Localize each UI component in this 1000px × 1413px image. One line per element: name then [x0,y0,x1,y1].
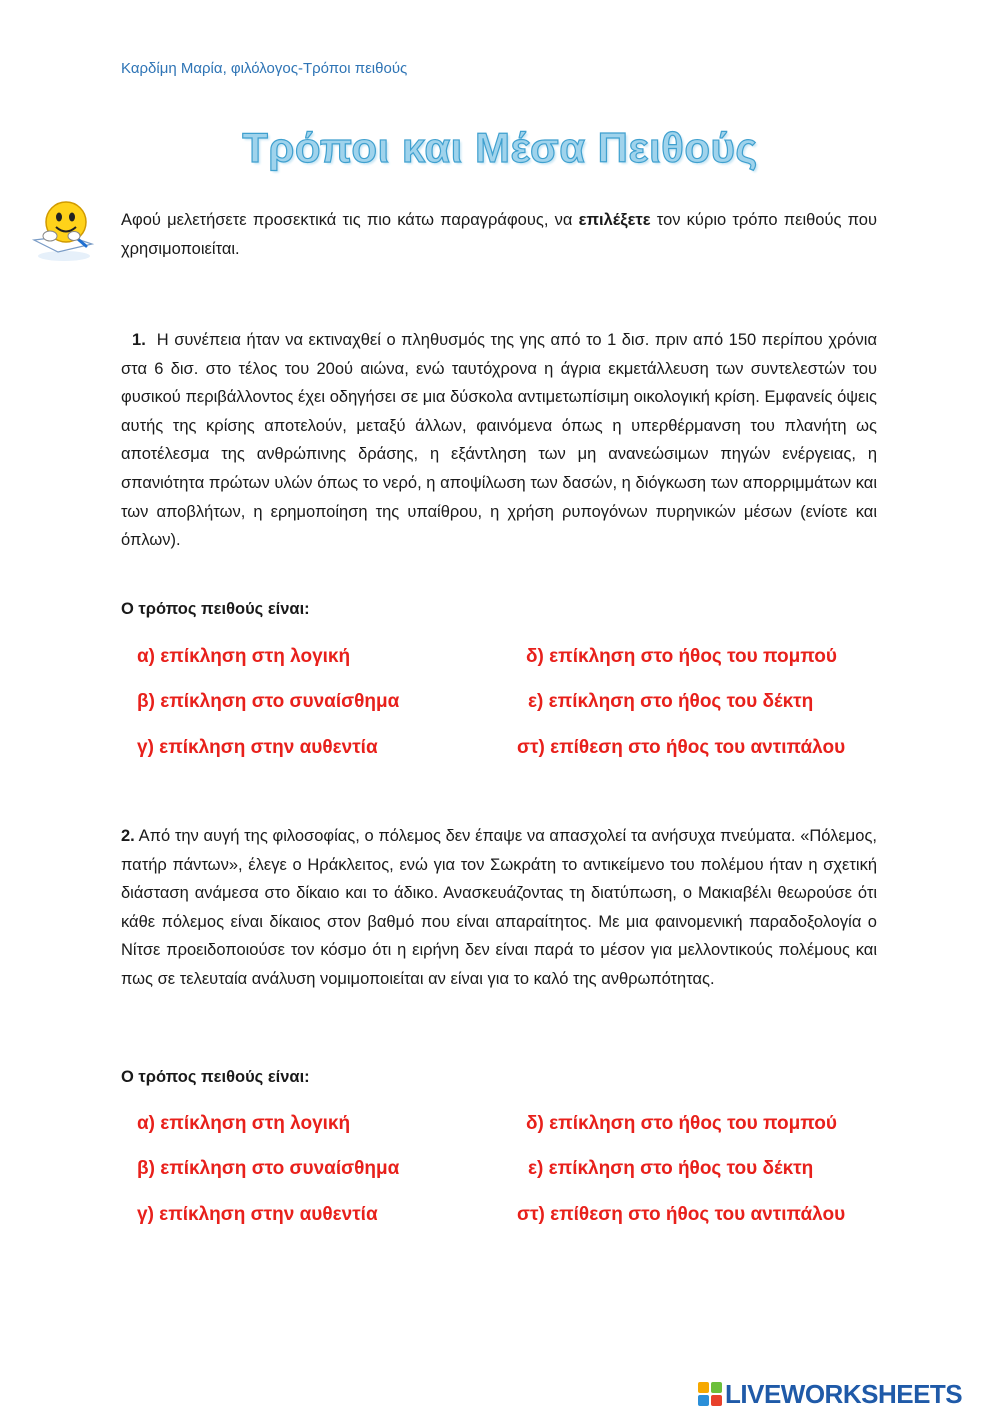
question-2-option-e[interactable]: ε) επίκληση στο ήθος του δέκτη [528,1158,814,1179]
question-2-number: 2. [121,827,135,845]
question-1-text: Η συνέπεια ήταν να εκτιναχθεί ο πληθυσμός της γης από το 1 δισ. πριν από 150 περίπου χρόνια στα 6 δισ. στο τέλος του 20ού αιώνα, ενώ ταυτόχρονα η άγρια εκμετάλλευση των συντελεστών του φυσικού περιβάλλοντος έχει οδηγήσει σε μια δύσκολα αντιμετωπίσιμη οικολογική κρίση. Εμφανείς όψεις αυτής της κρίσης αποτελούν, μεταξύ άλλων, φαινόμενα όπως η υπερθέρμανση του πλανήτη ως αποτέλεσμα της ανθρώπινης δράσης, η εξάντληση των μη ανανεώσιμων πηγών ενέργειας, η σπανιότητα πρώτων υλών όπως το νερό, η αποψίλωση των δασών, η διόγκωση των απορριμμάτων και των αποβλήτων, η ερημοποίηση της υπαίθρου, η χρήση ρυπογόνων πυρηνικών μέσων (ενίοτε και όπλων). [121,331,878,550]
question-1-option-f[interactable]: στ) επίθεση στο ήθος του αντιπάλου [517,737,846,758]
liveworksheets-wordmark: LIVEWORKSHEETS [725,1378,963,1409]
instructions [121,206,877,264]
question-2-text: Από την αυγή της φιλοσοφίας, ο πόλεμος δεν έπαψε να απασχολεί τα ανήσυχα πνεύματα. «Πόλεμος, πατήρ πάντων», έλεγε ο Ηράκλειτος, ενώ για τον Σωκράτη το αντικείμενο του πολέμου ήταν η σχετική διάσταση ανάμεσα στο δίκαιο και το άδικο. Ανασκευάζοντας τη διατύπωση, ο Μακιαβέλι θεωρούσε ότι κάθε πόλεμος είναι δίκαιος στον βαθμό που είναι απαραίτητος. Με μια φαινομενική παραδοξολογία ο Νίτσε προειδοποιούσε τον κόσμο ότι η ειρήνη δεν είναι παρά το μέσον για μελλοντικούς πολέμους και πως σε τελευταία ανάλυση νομιμοποιείται αν είναι για το καλό της ανθρωπότητας. [121,827,877,988]
instructions-text-start: Αφού μελετήσετε προσεκτικά τις πιο κάτω παραγράφους, να [121,211,579,229]
question-2-option-d[interactable]: δ) επίκληση στο ήθος του πομπού [526,1113,837,1134]
question-1-paragraph [121,326,877,555]
question-1-option-d[interactable]: δ) επίκληση στο ήθος του πομπού [526,646,837,667]
question-2-prompt: Ο τρόπος πειθούς είναι: [121,1068,310,1086]
question-1-prompt: Ο τρόπος πειθούς είναι: [121,600,310,618]
question-2-option-b[interactable]: β) επίκληση στο συναίσθημα [137,1158,400,1179]
question-2-option-f[interactable]: στ) επίθεση στο ήθος του αντιπάλου [517,1204,846,1225]
liveworksheets-logo-icon [697,1381,723,1407]
question-1-option-c[interactable]: γ) επίκληση στην αυθεντία [137,737,378,758]
instructions-text-end: τον κύριο τρόπο πειθούς που χρησιμοποιείται. [121,211,877,258]
instructions-keyword: επιλέξετε [578,211,651,229]
writing-smiley-icon [28,196,98,262]
question-2-paragraph [121,822,877,994]
page-title: Τρόποι και Μέσα Πειθούς [242,124,758,171]
author-header: Καρδίμη Μαρία, φιλόλογος-Τρόποι πειθούς [121,60,408,77]
question-2-option-a[interactable]: α) επίκληση στη λογική [137,1113,351,1134]
liveworksheets-brand [697,1378,963,1409]
question-1-number: 1. [132,331,146,349]
question-2-option-c[interactable]: γ) επίκληση στην αυθεντία [137,1204,378,1225]
question-1-option-a[interactable]: α) επίκληση στη λογική [137,646,351,667]
question-1-option-b[interactable]: β) επίκληση στο συναίσθημα [137,691,400,712]
question-1-option-e[interactable]: ε) επίκληση στο ήθος του δέκτη [528,691,814,712]
